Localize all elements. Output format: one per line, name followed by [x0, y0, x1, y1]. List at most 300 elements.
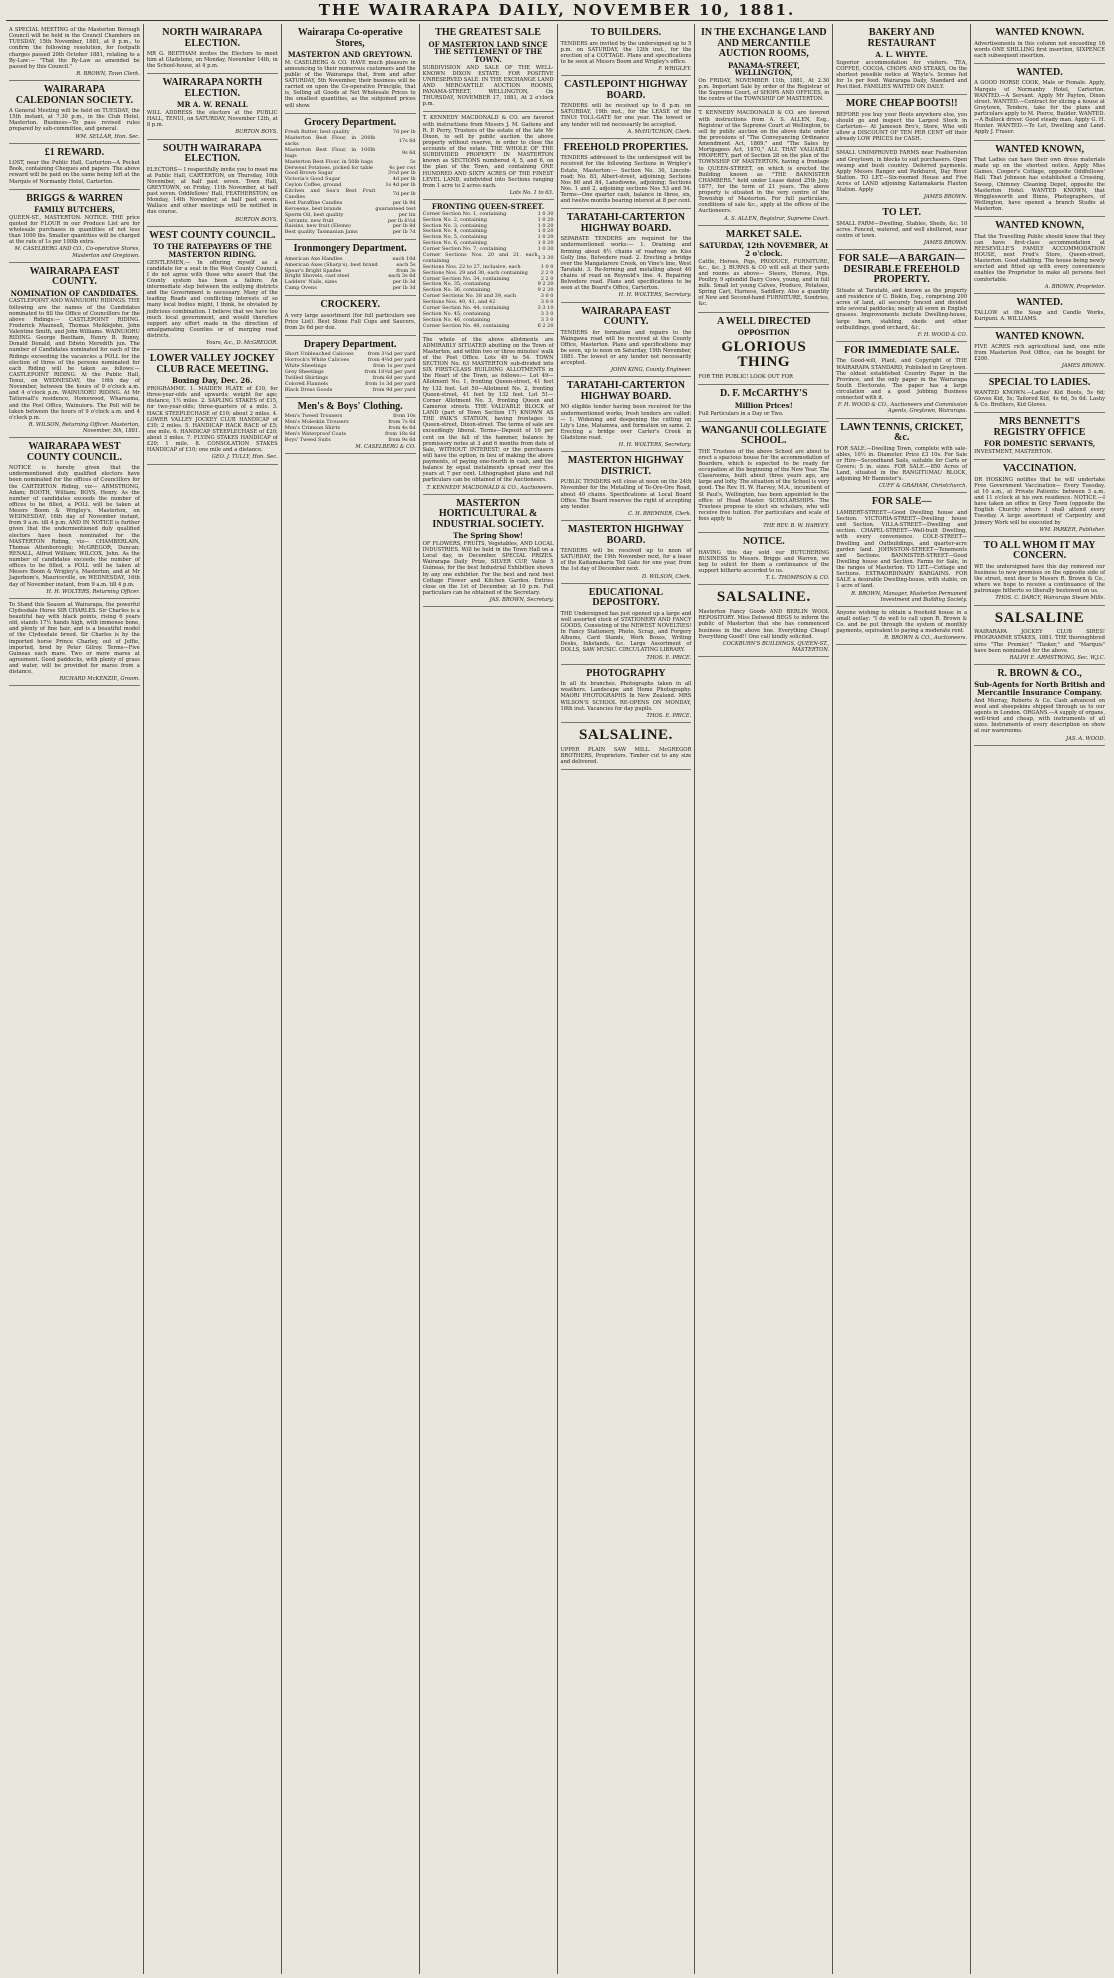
advert-body: Advertisements in this column not exceeding 16 words ONE SHILLING first insertion, SIXPENCE each subsequent insertion.: [974, 40, 1105, 59]
advert-display-heading: GLORIOUS THING: [721, 338, 807, 371]
advertisement: [974, 374, 1105, 414]
price-item: Fresh Butter, best quality: [284, 129, 350, 136]
advert-signature: RALPH E. ARMSTRONG, Sec. W.J.C.: [1009, 654, 1105, 661]
advert-body: SEPARATE TENDERS are required for the undermentioned works:— 1. Draining and forming about 6½ chains of roadway on Kiss Gully line, Belvedere road. 2. Erecting a bridge over the Mangatarere Creek, on Vine's line, West Taratahi. 3. Re-forming and metalling about 40 chains of road on Reynold's line. 4. Repairing Belvedere road. Plans and specifications to be seen at the Board's Office, Carterton.: [560, 236, 692, 292]
advertisement: [423, 112, 554, 200]
advert-signature: THOS. E. PRICE.: [646, 654, 692, 661]
advertisement: [9, 81, 140, 144]
price-value: from 10½d per yard: [364, 369, 416, 376]
advert-body: LAMBERT-STREET—Good Dwelling house and Section. VICTORIA-STREET—Dwelling house and Section. VILLA-STREET—Dwelling and section. CHAPEL-STREET—Well-built Dwelling, with every convenience. COLE-STREET—Dwelling and Outbuildings, and quarter-acre garden land. JOHNSTON-STREET—Tenements and Sections. BANNISTER-STREET—Good Dwelling house and Section. Farms for Sale, in the ranges of Masterton. TO LET.—Cottage and Sections. EXTRAORDINARY BARGAINS. FOR SALE a desirable Dwelling-house, with stable, on 1 acre of land.: [836, 509, 968, 590]
advert-body: THE Trustees of the above School are about to erect a spacious house for the accommodation of Boarders, which is expected to be ready for occupation at the beginning of the New Year. The Classrooms, built about three years ago, are large and lofty. The situation of the School is very good. The Rev. H. W. Harvey, M.A., incumbent of St Paul's, Wellington, has been appointed to the office of Head Master. SCHOLARSHIPS. The Trustees propose to elect six scholars, who will receive free tuition. For particulars and scale of fees apply to: [698, 448, 830, 522]
advert-subheading: A. L. WHYTE.: [875, 50, 928, 59]
price-value: each 5s: [396, 261, 416, 268]
advertisement: [423, 24, 554, 112]
advert-body: TALLOW at the Soap and Candle Works, Kuripuni. A. WILLIAMS.: [974, 310, 1105, 323]
advert-signature: WM. PARKER, Publisher.: [1039, 526, 1105, 533]
price-item: Section No. 35, containing: [422, 281, 491, 288]
advertisement: [974, 328, 1105, 374]
price-item: Section No. 4, containing: [422, 228, 487, 235]
price-item: Derwent Potatoes, picked for table: [284, 164, 374, 171]
price-value: each 3s 6d: [388, 273, 416, 280]
price-item: Sections Nos. 40, 41, and 42: [422, 299, 496, 306]
price-list: [285, 257, 416, 292]
advert-signature: JAMES BROWN.: [923, 240, 968, 247]
price-value: 3 3 10: [537, 305, 554, 311]
advert-heading: WANGANUI COLLEGIATE SCHOOL.: [700, 424, 827, 447]
advert-heading: MASTERTON HIGHWAY BOARD.: [567, 524, 684, 546]
advert-signature: D. WILSON, Clerk.: [641, 573, 692, 580]
advert-heading: THE GREATEST SALE: [435, 27, 541, 38]
advertisement: [147, 227, 278, 351]
price-value: from 10s: [393, 413, 416, 420]
advert-subheading: FAMILY BUTCHERS,: [34, 205, 115, 215]
advert-body: Cattle, Horses, Pigs, PRODUCE, FURNITURE, &c., &c. J. BURNS & CO will sell at their yards and rooms as above— Steers, Horses, Pigs, Poultry, 9 splendid Dairy Cows, young, and in full milk. Small lot young Calves, Produce, Potatoes, Spring Cart, Harness, Saddlery. Also a quantity of New and Second-hand FURNITURE, Sundries, &c.: [698, 258, 830, 308]
advert-signature: GEO. J. TULLY, Hon. Sec.: [211, 454, 278, 461]
price-item: Corner Section No. 1, containing: [422, 210, 507, 217]
advert-heading: MASTERTON HORTICULTURAL & INDUSTRIAL SOCIETY.: [432, 497, 544, 530]
advert-heading: CROCKERY.: [320, 299, 380, 311]
advert-signature: H. H. WOLTERS, Returning Officer.: [46, 588, 140, 595]
price-value: 2 2 0: [540, 275, 554, 282]
newspaper-column: [144, 24, 282, 1974]
advert-heading: FOR SALE—: [871, 496, 932, 508]
advertisement: [698, 226, 829, 313]
advertisement: [561, 452, 692, 521]
price-item: Masterton Best Flour, in 100lb bags: [284, 146, 376, 159]
price-item: Corner Section No. 48, containing: [422, 322, 510, 329]
price-list: [285, 414, 416, 443]
advert-heading: FOR SALE—A BARGAIN—DESIRABLE FREEHOLD PROPERTY.: [838, 253, 965, 286]
advert-body: GENTLEMEN,— In offering myself as a candidate for a seat in the West County Council, I do not agree with those who assert that the County system has been a failure. An intermediate step between the outlying districts and the Government is necessary. Many of the leading Roads and conflicting interests of so many local bodies might, I think, be obviated by judicious combination. I believe that we have too much local government, and would therefore support any effort made in the direction of amalgamating Counties or of merging road districts.: [146, 259, 278, 340]
price-value: from 4s 6d: [388, 424, 416, 431]
advert-signature: H. H. WOLTERS, Secretary.: [618, 292, 692, 299]
price-item: Black Dress Goods: [284, 386, 333, 393]
advert-body: On FRIDAY, NOVEMBER 11th, 1881, At 2.30 p.m. Important Sale by order of the Registrar of the Supreme Court, of SHOPS AND OFFICES, in the centre of the TOWNSHIP OF MASTERTON.: [698, 77, 830, 103]
advert-body: SMALL FARM—Dwelling, Stables, Sheds, &c. 10 acres. Fenced, watered, and well sheltered, near centre of town.: [836, 220, 968, 240]
price-item: Masterton Best Flour, in 200lb sacks: [284, 135, 376, 147]
price-value: each 10d: [392, 255, 416, 262]
advertisement: [698, 585, 829, 657]
advert-heading: WAIRARAPA EAST COUNTY.: [29, 265, 120, 288]
advert-body: Superior accommodation for visitors. TEA, COFFEE, COCOA. CHOPS AND STEAKS, On the shortest possible notice at Whyte's. Scones fed for 1s per feed. Wairarapa Daily, Standard and Post filed. FAMILIES WAITED ON DAILY.: [836, 59, 968, 91]
advert-signature: THOS. C. DARCY, Wairarapa Steam Mills.: [995, 595, 1105, 602]
advert-body: THE Undersigned has just opened up a large and well assorted stock of STATIONERY AND FANCY GOODS, Consisting of the NEWEST NOVELTIES! In Fancy Stationery, Photo, Scrap, and Forgery Albums, Card Stands, Work Boxes, Writing Desks, Inkstands, &c. Large Assortment of DOLLS, SAW MUSIC. CIRCULATING LIBRARY.: [560, 610, 692, 654]
price-value: 7d per lb: [392, 191, 416, 198]
advert-heading: £1 REWARD.: [44, 146, 105, 158]
advertisement: [698, 107, 829, 225]
price-item: Currants, new fruit: [284, 217, 334, 224]
price-value: from 3s: [396, 267, 416, 274]
advert-subheading: Boxing Day, Dec. 26.: [172, 376, 253, 386]
advert-body: HAVING this day sold our BUTCHERING BUSINESS to Messrs. Briggs and Warren, we beg to solicit for them a continuance of the support hitherto accorded to us.: [698, 549, 830, 575]
advert-body: NOTICE is hereby given that the undermentioned duly qualified electors have been nominated for the offices of Councillors for the CARTERTON Riding, viz— ARMSTRONG, Adam; BOOTH, William; BOYS, Henry. As the number of candidates exceeds the number of offices to be filled, a POLL will be taken at Messrs Boom & Wrigley's, Masterton, on WEDNESDAY, 16th day of November instant, from 9 a.m. till 4 p.m. AND IN NOTICE is further given that the undermentioned duly qualified electors have been nominated for the MASTERTON Riding, viz— CHAMBERLAIN, Thomas Attenborough; McGREGOR, Duncan; RENALL, Alfred William; WILCOX, John. As the number of candidates exceeds the number of offices to be filled, a POLL will be taken at Messrs Boom & Wrigley's, Masterton, and at Mr Jagerbom's, Mauriceville, on WEDNESDAY, 16th day of November instant, from 9 a.m. till 4 p.m.: [9, 465, 140, 588]
advert-body: A GOOD HORSE COOK, Male or Female. Apply, Marquis of Normanby Hotel, Carterton. WANTED.—A Servant. Apply Mr Payton, Dixon street. WANTED.—Contract for slicing a house at Greytown, Tenders, take for the plans and particulars apply to M. Pierce, Builder. WANTED.—A Bullock driver. Good steady man. Apply G. H. Hunter. WANTED.—To Let, Dwelling and Land. Apply J. Fraser.: [974, 80, 1105, 136]
advert-signature: R. BROWN, Town Clerk.: [76, 70, 140, 77]
price-value: 6 2 20: [537, 322, 554, 329]
price-item: Corner Section No. 7, containing: [422, 246, 507, 253]
advert-heading: Ironmongery Department.: [293, 243, 407, 255]
advertisement: [836, 250, 967, 342]
advert-body: TENDERS are invited by the undersigned up to 5 p.m. on SATURDAY, the 12th inst., for the erection of a COTTAGE. Plans and specifications to be seen at Messrs Boom and Wrigley's office.: [560, 40, 692, 65]
advert-signature: A. McHUTCHON, Clerk.: [627, 128, 692, 135]
advertisement: [147, 140, 278, 227]
advertisement: [561, 521, 692, 584]
advert-heading: VACCINATION.: [1002, 463, 1077, 475]
advert-subheading: Sub-Agents for North British and Mercantile Insurance Company.: [974, 680, 1106, 698]
advert-signature: T. KENNEDY MACDONALD & CO., Auctioneers.: [426, 484, 554, 491]
advertisement: [974, 294, 1105, 328]
price-item: White Sheetings: [284, 363, 327, 370]
advertisement: [836, 204, 967, 250]
advertisement: [9, 263, 140, 438]
price-item: Boys' Tweed Suits: [284, 436, 331, 443]
advert-body: OF FLOWERS, FRUITS, Vegetables, AND LOCAL INDUSTRIES. Will be held in the Town Hall on a Local day, in December. SPECIAL PRIZES. Wairarapa Daily Prize, SILVER CUP, Value 5 Guineas, for the best Industrial Exhibition shown by any one exhibitor. For the best and next best Cottage Flower and Kitchen Garden. Entries close on the 1st of December, at 10 p.m. Full particulars can be obtained of the Secretary.: [422, 540, 554, 596]
price-row: [285, 148, 416, 160]
advert-subheading: Million Prices!: [734, 400, 793, 410]
newspaper-column: [695, 24, 833, 1974]
price-item: Kitchen and Sea's Best Fruit Candles: [284, 188, 376, 200]
advert-signature: CUFF & GRAHAM, Christchurch.: [878, 483, 968, 490]
advert-body: A SPECIAL MEETING of the Masterton Borough Council will be held in the Council Chambers on TUESDAY, 15th November, 1881, at 8 p.m., to confirm the following resolution, for footpath charges passed 20th October 1881, relating to a By-Law:— "That the By-Law as amended be passed by this Council.": [9, 27, 140, 70]
advert-heading: SPECIAL TO LADIES.: [988, 376, 1091, 388]
advert-heading: WANTED.: [1016, 296, 1063, 308]
price-value: 1 0 20: [537, 222, 554, 229]
advertisement: [974, 537, 1105, 606]
advert-signature: F. WRIGLEY.: [658, 66, 692, 72]
advertisement: [836, 342, 967, 419]
advert-signature: R. BROWN, Manager, Masterton Permanent Investment and Building Society.: [851, 590, 968, 603]
advertisement: [974, 665, 1105, 746]
price-value: per lb 3d: [392, 285, 416, 292]
advert-body: TENDERS will be received up to 8 p.m. on SATURDAY, 19th inst., for the LEASE of the TINUI TOLL-GATE for one year. The lowest or any tender will not necessarily be accepted.: [560, 103, 692, 128]
price-value: 9 2 20: [537, 281, 554, 288]
advert-heading: WANTED KNOWN.: [995, 27, 1085, 38]
advertisement: [285, 336, 416, 398]
advertisement: [147, 74, 278, 139]
advert-heading: WANTED KNOWN,: [995, 220, 1085, 232]
price-item: Kerosene, best brands: [284, 205, 342, 212]
advert-signature: BURTON BOYS.: [235, 216, 278, 223]
advert-heading: MRS BENNETT'S REGISTRY OFFICE: [993, 416, 1086, 438]
price-item: Horrock's White Calicoes: [284, 357, 350, 364]
advert-subheading: SATURDAY, 12th NOVEMBER, At 2 o'clock.: [699, 241, 829, 258]
price-value: from 7s 6d: [388, 419, 416, 426]
advertisement: [9, 144, 140, 190]
price-value: 7d per lb: [392, 129, 416, 136]
price-item: Sections Nos. 29 and 30, each containing: [422, 269, 528, 276]
advert-heading: MORE CHEAP BOOTS!!: [845, 98, 958, 110]
advert-heading: TO BUILDERS.: [590, 27, 662, 38]
advertisement: [561, 377, 692, 452]
advert-subheading: PANAMA-STREET, WELLINGTON,: [727, 60, 800, 78]
advert-body: QUEEN-ST., MASTERTON. NOTICE. THE price quoted for FLOUR in our Produce List are for wholesale purchases in quantities of not less than 1000 lbs. Smaller quantities will be charged at the rate of 1s per 100lb extra.: [9, 214, 140, 246]
advert-heading: WANTED KNOWN,: [995, 143, 1085, 155]
advert-display-heading: SALSALINE.: [716, 589, 811, 606]
advert-body: FOR SALE.—Dwelling Town, complete with sale-ables, 10½ in. Diameter. Price £3 10s. For Sale or Hire—Secondhand Sails, suitable for Carts or Covers; 5 in. sizes. FOR SALE.—850 Acres of Land, situated in the RANGITUMAU BLOCK, adjoining Mr Bannister's.: [836, 445, 968, 483]
price-value: per lb 9d: [392, 199, 416, 206]
masthead-rule: [6, 20, 1108, 21]
price-value: guaranteed test: [375, 205, 416, 212]
advert-heading: WAIRARAPA EAST COUNTY.: [581, 305, 671, 327]
advertisement: [974, 217, 1105, 294]
advert-signature: WM. SELLAR, Hon. Sec.: [75, 133, 140, 140]
price-item: Good Brown Sugar: [284, 170, 333, 177]
advert-subheading: MR A. W. RENALL: [176, 100, 248, 110]
advert-heading: TO ALL WHOM IT MAY CONCERN.: [983, 539, 1096, 562]
advertisement: [9, 438, 140, 599]
advert-body: WAIRARAPA JOCKEY CLUB SIRES! PROGRAMME STAKES, 1881. THE thoroughbred sires "The Premier," "Tasker," and "Marquis" have been nominated for the above.: [974, 629, 1105, 654]
price-value: 3 0 0: [540, 293, 554, 300]
advertisement: [561, 665, 692, 723]
advert-heading: WANTED KNOWN.: [995, 330, 1085, 342]
advertisement: [561, 139, 692, 210]
advert-body: NO eligible tender having been received for the undermentioned works, fresh tenders are called:— 1. Widening and deepening the cutting on Lily's Line, Matamwa, and formation on same. 2. Erecting a bridge over Carter's Creek in Gladstone road.: [560, 404, 692, 441]
price-value: 9s 6d: [401, 149, 416, 156]
advert-heading: LAWN TENNIS, CRICKET, &c.: [840, 421, 964, 444]
advertisement: [285, 240, 416, 296]
advert-signature: H. H. WOLTERS, Secretary.: [618, 442, 692, 449]
price-item: Section No. 2, containing: [422, 216, 487, 223]
price-value: 5s: [409, 158, 416, 165]
advertisement: [9, 24, 140, 81]
price-value: from 18s 6d: [385, 430, 416, 437]
advert-heading: FOR IMMEDIATE SALE.: [844, 344, 960, 356]
price-item: Men's Moleskin Trousers: [284, 419, 349, 426]
advert-columns: [6, 24, 1108, 1974]
advert-body: LOST, near the Public Hall, Carterton—A Pocket Book, containing Cheques and papers. The above reward will be paid on the same being left at the Marquis of Normanby Hotel, Carterton.: [9, 160, 140, 185]
advert-signature: JAMES BROWN.: [923, 194, 968, 201]
price-list: [285, 130, 416, 236]
advert-heading: D. F. McCARTHY'S: [720, 388, 808, 400]
advert-signature: T. L. THOMPSON & CO.: [765, 575, 830, 582]
advert-body: Situate at Taratahi, and known as the property and residence of C. Biskin, Esq., comprising 200 acres of land, all securely fenced and divided into several paddocks; nearly all sown in English grasses. Improvements include Dwelling-house, large barn, stabling, sheds and other outbuildings, good orchard, &c.: [836, 287, 968, 331]
advert-body: M. CASELBERG & CO. HAVE much pleasure in announcing to their numerous customers and the public of the Wairarapa that, from and after SATURDAY, 5th November, their business will be carried on upon the Co-operative Principle, that is, Selling all Goods at Net Wholesale Prices to the smallest quantities, as the subjoined prices will show.: [284, 59, 416, 109]
price-item: Camp Ovens: [284, 285, 317, 292]
advertisement: [561, 76, 692, 139]
price-row: [285, 230, 416, 236]
price-value: from 1s 3d per yard: [365, 380, 416, 387]
advert-body: FOR THE PUBLIC! LOOK OUT FOR: [698, 374, 793, 381]
price-item: Sections Nos. 22 to 27, inclusive, each: [422, 263, 521, 270]
price-value: 3½d per lb: [387, 170, 416, 177]
advertisement: [9, 190, 140, 263]
advert-heading: TARATAHI-CARTERTON HIGHWAY BOARD.: [566, 380, 685, 402]
price-row: [285, 388, 416, 394]
advertisement: [561, 723, 692, 770]
advert-body: WILL ADDRESS the electors at the PUBLIC HALL, TENUI, on SATURDAY, November 12th, at 8 p.m.: [146, 110, 278, 129]
advert-display-heading: SALSALINE.: [579, 726, 673, 743]
price-item: Section No. 36, containing: [422, 287, 491, 294]
advert-heading: WEST COUNTY COUNCIL.: [149, 229, 276, 241]
price-item: Sperm Oil, best quality: [284, 211, 344, 218]
price-item: Section No. 6, containing: [422, 240, 487, 247]
price-value: from 3¼d per yard: [367, 351, 416, 358]
advert-signature: BURTON BOYS.: [235, 129, 278, 136]
price-item: Men's Waterproof Coats: [284, 430, 347, 437]
advert-heading: WAIRARAPA NORTH ELECTION.: [162, 77, 263, 99]
price-item: Men's Crimean Shirts: [284, 424, 341, 431]
advert-heading: TARATAHI-CARTERTON HIGHWAY BOARD.: [566, 212, 685, 234]
price-value: 1 0 20: [537, 228, 554, 235]
newspaper-column: [420, 24, 558, 1974]
advert-body: WANTED KNOWN.—Ladies' Kid Boots, 5s 6d; Gloves Kid, 5s; Tailored Kid, 4s 6d, 5s 6d. Lashy & Co. Brothers, Kid Gloves.: [974, 390, 1105, 409]
advert-heading: Men's & Boys' Clothing.: [297, 400, 403, 412]
advert-heading: TO LET.: [882, 207, 921, 219]
price-value: from 4½d per yard: [367, 357, 416, 364]
price-item: Best Paraffine Candles: [284, 199, 343, 206]
advert-body: SMALL UNIMPROVED FARMS near Featherston and Greytown, in blocks to suit purchasers. Open swamp and bush country. Deferred payments. Apply Messrs Ranger and Parkhurst, Day River Station. TO LET.—Six-roomed House and Five Acres of LAND adjoining Kaitamakaria Flaxton Station. Apply: [836, 150, 968, 194]
price-value: from 1s per yard: [373, 363, 416, 370]
advert-heading: NORTH WAIRARAPA ELECTION.: [162, 27, 263, 49]
advert-body: T. KENNEDY MACDONALD & CO. are favored with instructions from Messrs J. M. Gaitens and R. P. Perry, Trustees of the estate of the late Mr Dixon, to sell by public auction the above property without reserve, in order to close the accounts of the estate. THE WHOLE OF THE SUBDIVIDED PROPERTY IN MASTERTON known as SECTIONS numbered 4, 5, and 6, on the plan of the Town, and containing ONE HUNDRED AND SIXTY ACRES OF THE FINEST LEVEL LAND, subdivided into Sections ranging from 1 acre to 2 acres each.: [422, 115, 554, 189]
price-item: Ladders' Nails, sizes: [284, 279, 337, 286]
advert-body: CASTLEPOINT AND WAINUIORU RIDINGS. THE following are the names of the Candidates nominated to fill the Office of Councillors for the above Ridings:— CASTLEPOINT RIDING. Frederick Maunsell, Thomas Meiklejohn, John Valentine Smith, and John Williams. WAINUIORU RIDING. George Beetham, Henry B. Bunny, Donald Donald, and Edwin Meredith jun. The number of Candidates nominated for each of the Ridings exceeding the vacancies a POLL for the election of three of the persons nominated for each Riding will be taken as follows:— CASTLEPOINT RIDING. At the Public Hall, Tenui, on WEDNESDAY, the 16th day of November, between the hours of 9 o'clock a.m. and 4 o'clock p.m. WAINUIORU RIDING. At Mr Tattersall's residence, Homewood, Whareama, and the Post Office, Wainuioru. The Poll will be taken between the hours of 9 o'clock a.m. and 4 o'clock p.m.: [9, 298, 140, 421]
advert-subheading: FRONTING QUEEN-STREET.: [431, 202, 545, 212]
advert-heading: MARKET SALE.: [725, 228, 802, 240]
price-item: Spear's Bright Spades: [284, 267, 342, 274]
advert-signature: F. H. WOOD & CO., Auctioneers and Commission Agents, Greytown, Wairarapa.: [837, 402, 968, 415]
advertisement: [285, 296, 416, 336]
price-item: Bright Shovels, cast steel: [284, 273, 350, 280]
price-value: 4d per lb: [392, 176, 416, 183]
advert-body: PROGRAMME. 1. MAIDEN PLATE of £10, for three-year-olds and upwards; weight for age; distance, 1½ miles. 2. SAPLING STAKES of £15, for two-year-olds; three-quarters of a mile. 3. HACK STEEPLECHASE of £10; about 2 miles. 4. LOWER VALLEY JOCKEY CLUB HANDICAP of £30; 2 miles. 5. HANDICAP HACK RACE of £5; one mile. 6. HANDICAP STEEPLECHASE of £20; about 3 miles. 7. FLYING STAKES HANDICAP of £20; 1 mile. 8. CONSOLATION STAKES HANDICAP of £10; one mile and a distance.: [146, 386, 278, 454]
advert-signature: R. WILSON, Returning Officer. Masterton, November, 5th, 1881.: [28, 421, 140, 434]
price-item: Section No. 3, containing: [422, 222, 487, 229]
newspaper-column: [558, 24, 696, 1974]
advert-body: TENDERS will be received up to noon of SATURDAY, the 19th November next, for a lease of the Kaitamakaria Toll Gate for one year, from the 1st day of December next.: [560, 548, 692, 573]
advertisement: [698, 533, 829, 585]
advert-body: FIVE ACRES rich agricultural land, one mile from Masterton Post Office, can be bought for £200.: [974, 344, 1105, 363]
price-item: Section No. 45, containing: [422, 310, 491, 317]
advert-heading: EDUCATIONAL DEPOSITORY.: [588, 586, 664, 609]
advert-body: SUBDIVISION AND SALE OF THE WELL-KNOWN DIXON ESTATE. FOR POSITIVE UNRESERVED SALE. IN THE EXCHANGE LAND AND MERCANTILE AUCTION ROOMS, PANAMA-STREET, WELLINGTON, On THURSDAY, NOVEMBER 17, 1881, At 2 o'clock p.m.: [422, 64, 554, 108]
advert-body: Masterton Fancy Goods AND BERLIN WOOL REPOSITORY. Miss Delwood BEGS to inform the public of Masterton that she has commenced business in the above line. Everything Cheap! Everything Good!! One call kindly solicited.: [698, 609, 830, 640]
price-item: Section No. 5, containing: [422, 234, 487, 241]
advert-body: TENDERS addressed to the undersigned will be received for the following Sections in Wrigley's Estate, Masterton:— Section No. 30, Lincoln-road; No. 83, Albert-street, adjoining; Sections Nos 80 and 84, Lansdowne, adjoining; Sections Nos. 1 and 2, adjoining sections Nos 53 and 54. Terms—One quarter cash, balance in three, six, and twelve months bearing interest at 8 per cent.: [560, 155, 692, 205]
advertisement: [9, 599, 140, 687]
advert-body: WE the undersigned have this day removed our business to new premises on the opposite side of the street, next door to Messrs R. Brown & Co., where we hope to receive a continuance of the patronage hitherto so liberally bestowed on us.: [974, 563, 1105, 595]
advertisement: [698, 313, 829, 386]
advert-body: INVESTMENT, MASTERTON.: [974, 449, 1053, 456]
advert-signature: JAMES BROWN.: [1061, 363, 1105, 370]
price-value: per lb 7d: [392, 229, 416, 236]
advert-signature: JOHN KING, County Engineer.: [611, 367, 692, 374]
advertisement: [836, 24, 967, 95]
advert-body: PUBLIC TENDERS will close at noon on the 24th November for the Metalling of Te-Ore-Ore Road, about 40 chains. Specifications at Local Board Office. The Board reserves the right of accepting any tender.: [560, 479, 692, 510]
advert-signature: RICHARD McKENZIE, Groom.: [59, 676, 140, 683]
advert-body: Anyone wishing to obtain a freehold house in a small outlay: "I do well to call upon R. Brown & Co. and be put through the system of monthly payments, equivalent to paying a moderate rent.: [836, 609, 968, 635]
advert-body: UPPER PLAIN SAW MILL. McGREGOR BROTHERS, Proprietors. Timber cut to any size and delivered.: [560, 746, 692, 765]
advert-signature: F. H. WOOD & CO.: [917, 331, 968, 338]
advertisement: [285, 24, 416, 114]
price-list: [285, 352, 416, 393]
advert-subheading: FOR DOMESTIC SERVANTS,: [983, 439, 1096, 449]
advert-body: That the Travelling Public should know that they can have first-class accommodation at REESEVILLE'S FAMILY ACCOMMODATION HOUSE, next Fred's Store, Queen-street, Masterton. Good stabling. The house being newly erected and fitted up with every convenience enables the Proprietor to make all persons feel comfortable.: [974, 233, 1105, 283]
advert-heading: LOWER VALLEY JOCKEY CLUB RACE MEETING.: [149, 353, 275, 375]
advertisement: [147, 24, 278, 74]
price-item: Corner Sections No. 38 and 39, each: [422, 293, 517, 300]
advertisement: [698, 422, 829, 534]
price-value: 1 0 20: [537, 234, 554, 241]
advertisement: [836, 95, 967, 147]
advert-body: A General Meeting will be held on TUESDAY, the 15th instant, at 7.30 p.m., in the Club Hotel, Masterton. Business—To pass revised rules prepared by sub-committee, and general.: [9, 108, 140, 133]
price-value: per lb 3d: [392, 279, 416, 286]
price-item: Raisins, new fruit (Eleme): [284, 223, 351, 230]
advert-body: A very large assortment (for full particulars see Price List). Best Stone Full Cups and Saucers, from 2s 6d per doz.: [284, 312, 416, 331]
advert-signature: THE REV. B. W. HARVEY.: [763, 523, 830, 530]
price-item: Section No. 46, containing: [422, 316, 491, 323]
advert-subheading: OF MASTERTON LAND SINCE THE SETTLEMENT OF THE TOWN.: [428, 39, 548, 64]
advert-heading: FREEHOLD PROPERTIES.: [563, 141, 689, 153]
price-item: Victoria's Good Sugar: [284, 176, 341, 183]
advert-heading: MASTERTON HIGHWAY DISTRICT.: [567, 455, 684, 477]
price-item: Grey Sheetings: [284, 369, 324, 376]
advertisement: [561, 209, 692, 302]
newspaper-column: [282, 24, 420, 1974]
advertisement: [974, 460, 1105, 537]
advert-signature: COCKBURN'S BUILDINGS, QUEEN-ST., MASTERTON.: [722, 640, 830, 653]
advert-subheading: The Spring Show!: [453, 531, 523, 541]
advertisement: [561, 584, 692, 665]
advert-heading: Drapery Department.: [303, 338, 397, 350]
advert-heading: Wairarapa Co-operative Stores,: [297, 27, 403, 49]
price-value: 1 0 0: [540, 263, 554, 270]
price-value: 2 2 0: [540, 269, 554, 276]
advert-subheading: MASTERTON AND GREYTOWN.: [287, 50, 413, 59]
advertisement: [561, 303, 692, 378]
advert-signature: A. S. ALLEN, Registrar, Supreme Court.: [724, 215, 830, 222]
advert-heading: WAIRARAPA WEST COUNTY COUNCIL.: [26, 441, 123, 463]
price-value: from 9s 6d: [388, 436, 416, 443]
price-value: per lb 8d: [392, 223, 416, 230]
price-item: Corner Sections Nos. 20 and 21, each containing: [422, 251, 538, 264]
price-value: 9 2 20: [537, 287, 554, 294]
advert-signature: THOS. E. PRICE.: [646, 712, 692, 719]
advertisement: [423, 495, 554, 607]
price-row: [423, 324, 554, 330]
advert-subheading: NOMINATION OF CANDIDATES.: [10, 288, 139, 298]
price-item: Corner Section No. 34, containing: [422, 275, 510, 282]
advert-signature: M. CASELBERG AND CO., Co-operative Stores, Masterton and Greytown.: [14, 246, 140, 259]
advert-signature: JAS. BROWN, Secretary.: [489, 597, 554, 603]
advertisement: [836, 607, 967, 646]
advertisement: [698, 24, 829, 107]
advert-heading: Grocery Department.: [304, 116, 397, 128]
price-item: Best quality Tasmanian Jams: [284, 229, 358, 236]
advertisement: [423, 200, 554, 334]
price-value: from 6d per yard: [372, 375, 416, 381]
newspaper-column: [971, 24, 1108, 1974]
advert-heading: BAKERY AND RESTAURANT: [867, 27, 936, 49]
advert-signature: A. BROWN, Proprietor.: [1044, 283, 1105, 290]
price-list: [423, 212, 554, 330]
price-item: American Axes (Sharp's), best brand: [284, 261, 378, 268]
advert-signature: JAS. A. WOOD.: [1066, 735, 1105, 742]
price-item: Twilled Shirtings: [284, 375, 328, 381]
price-item: Ceylon Coffee, ground: [284, 182, 342, 189]
advert-body: MR G. BEETHAM invites the Electors to meet him at Gladstone, on Monday, November 14th, in the School-house, at 4 p.m.: [146, 51, 278, 70]
advert-heading: CASTLEPOINT HIGHWAY BOARD.: [564, 79, 688, 101]
advert-body: The whole of the above allotments are ADMIRABLY SITUATED abutting on the Town of Masterton, and within two or three minutes' walk of the Post Office. Lots 49 to 54. TOWN SECTION No. 63 MASTERTON sub-divided into SIX FIRST-CLASS BUILDING ALLOTMENTS in the Heart of the Town, as follows:— Lot 49—Allotment No. 1, fronting Queen-street, 41 feet by 132 feet. Lot 50—Allotment No. 2, fronting Queen-street, 41 feet by 132 feet. Lot 51—Corner Allotment No. 3, fronting Queen and Cameron streets. THE VALUABLE BLOCK of LAND (part of Town Section 17) KNOWN AS THE PAIK'S STATION, having frontages to Queen-street, Dixon-street. The terms of sale are exceedingly liberal. Terms—Deposit of 10 per cent on the fall of the hammer, balance by promissory notes at 3 and 6 months from date of Sale, WITHOUT INTEREST; or the purchasers will have the option, in lieu of making the above payments, of paying one-fourth in cash, and the balance by equal instalments spread over five years at 7 per cent. Lithographed plans and full particulars can be obtained of the Auctioneers.: [422, 336, 554, 484]
advertisement: [974, 24, 1105, 64]
advert-heading: WAIRARAPA CALEDONIAN SOCIETY.: [15, 84, 134, 106]
advertisement: [698, 385, 829, 421]
price-value: 1 0 20: [537, 240, 554, 247]
price-value: 1s 4d per lb: [385, 182, 416, 189]
advert-body: TENDERS for formation and repairs to the Waingawa road will be received at the County Office, Masterton. Plans and specifications may be seen, up to noon on Saturday, 19th November, 1881. The lowest or any tender not necessarily accepted.: [560, 329, 692, 367]
advertisement: [974, 64, 1105, 141]
advert-heading: BRIGGS & WARREN: [26, 192, 123, 204]
